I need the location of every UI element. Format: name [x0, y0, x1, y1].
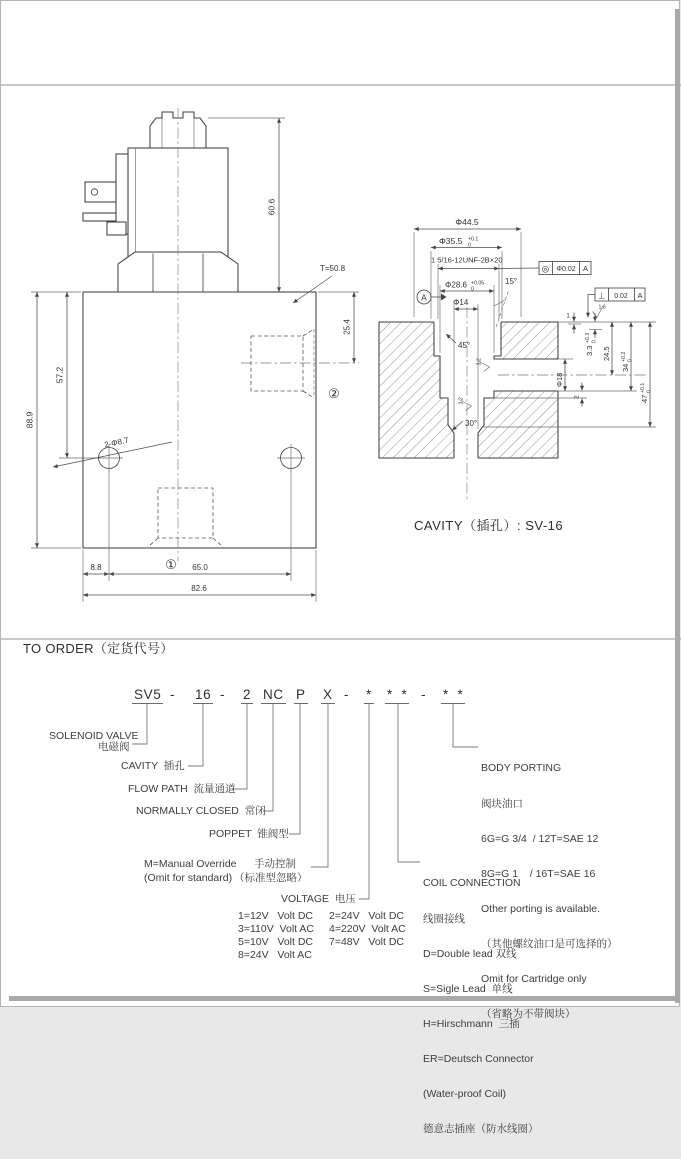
body-porting-cn: 阀块油口 — [481, 797, 523, 810]
label-manual-override-cn2: （标准型忽略） — [234, 872, 308, 884]
label-cavity: CAVITY 插孔 — [121, 760, 185, 772]
dim-depth-33-tol-bot: 0 — [591, 340, 598, 343]
cavity-drawing — [379, 217, 656, 533]
coil-option-double-lead: D=Double lead 双线 — [423, 947, 517, 960]
label-voltage: VOLTAGE 电压 — [281, 893, 356, 905]
label-normally-closed: NORMALLY CLOSED 常闭 — [136, 805, 266, 817]
body-porting-option-8g: 8G=G 1 / 16T=SAE 16 — [481, 867, 596, 880]
surface-finish-top — [593, 305, 606, 318]
body-porting-title: BODY PORTING — [481, 762, 562, 775]
coil-connector — [83, 154, 128, 235]
solenoid-valve-drawing — [25, 108, 360, 602]
code-body-porting: * * — [443, 687, 464, 702]
code-dash-4: - — [421, 687, 427, 702]
voltage-option-3: 3=110V Volt AC — [238, 923, 314, 935]
dim-depth-245: 24.5 — [602, 346, 611, 361]
label-flow-path: FLOW PATH 流量通道 — [128, 783, 236, 795]
code-series: SV5 — [134, 687, 162, 702]
dim-depth-1: 1 — [566, 312, 570, 320]
dim-coil-height: 60.6 — [266, 198, 277, 216]
fcf-concentricity — [539, 262, 591, 275]
code-poppet: P — [296, 687, 306, 702]
fcf-perpendicularity — [588, 288, 645, 318]
label-solenoid-valve-cn: 电磁阀 — [98, 741, 130, 753]
dim-depth-47-tol-bot: 0 — [646, 390, 653, 393]
voltage-option-2: 2=24V Volt DC — [329, 910, 405, 922]
port2-balloon: ② — [328, 386, 340, 401]
dim-dia-355: Φ35.5 — [439, 236, 463, 246]
coil-option-single-lead: S=Sigle Lead 单线 — [423, 982, 513, 995]
code-dash-1: - — [170, 687, 176, 702]
port1-balloon: ① — [165, 557, 177, 572]
dim-depth-34: 34 — [621, 363, 630, 372]
label-manual-override-en2: (Omit for standard) — [144, 872, 233, 884]
coil-option-deutsch: ER=Deutsch Connector — [423, 1052, 534, 1065]
label-poppet: POPPET 锥阀型 — [209, 828, 289, 840]
code-dash-2: - — [220, 687, 226, 702]
valve-body-block — [83, 292, 316, 548]
perpendicularity-tolerance: 0.02 — [614, 292, 628, 300]
dim-angle-45: 45° — [458, 341, 471, 350]
code-manual-override: X — [323, 687, 333, 702]
code-flow-path: 2 — [243, 687, 252, 702]
code-cavity: 16 — [195, 687, 212, 702]
voltage-option-8: 8=24V Volt AC — [238, 949, 312, 961]
perpendicularity-symbol: ⊥ — [597, 290, 606, 301]
dim-depth-34-tol-top: +0.2 — [621, 351, 627, 362]
coil-option-hirschmann: H=Hirschmann 三插 — [423, 1017, 520, 1030]
label-manual-override-cn: 手动控制 — [254, 858, 296, 870]
dim-thread: 1 5/16-12UNF-2B×20 — [431, 255, 503, 265]
body-porting-note-en: Other porting is available. — [481, 902, 601, 915]
svg-text:A: A — [421, 292, 427, 303]
dim-hole-top-offset: 57.2 — [54, 366, 65, 384]
order-section-title: TO ORDER（定货代号） — [23, 641, 174, 656]
datum-a — [417, 290, 447, 304]
perpendicularity-datum-ref: A — [637, 290, 643, 300]
voltage-option-5: 5=10V Volt DC — [238, 936, 314, 948]
body-porting-option-6g: 6G=G 3/4 / 12T=SAE 12 — [481, 832, 599, 845]
concentricity-tolerance: Φ0.02 — [556, 265, 576, 273]
dim-dia-286-tol-bot: 0 — [471, 286, 474, 293]
dim-hole-spacing: 65.0 — [192, 563, 208, 572]
body-porting-omit-en: Omit for Cartridge only — [481, 973, 587, 986]
dim-dia-18: Φ18 — [555, 372, 564, 387]
svg-text:3.2: 3.2 — [458, 397, 465, 405]
svg-text:3.2: 3.2 — [476, 358, 483, 366]
body-porting-note-cn: （其他螺纹油口是可选择的） — [481, 937, 618, 950]
code-coil-connection: * * — [387, 687, 408, 702]
dim-dia-355-tol-top: +0.1 — [468, 236, 479, 243]
dim-dia-286-tol-top: +0.05 — [471, 280, 485, 287]
dim-block-width: 82.6 — [191, 584, 207, 593]
label-manual-override-en: M=Manual Override — [144, 858, 237, 870]
dim-torque: T=50.8 — [320, 264, 346, 273]
dim-hole-left-offset: 8.8 — [90, 563, 102, 572]
dim-angle-30: 30° — [465, 419, 478, 428]
voltage-option-1: 1=12V Volt DC — [238, 910, 314, 922]
dim-block-height: 88.9 — [24, 411, 35, 429]
dim-dia-445: Φ44.5 — [455, 217, 479, 227]
dim-depth-34-tol-bot: 0 — [627, 359, 634, 362]
coil-connection-title: COIL CONNECTION — [423, 877, 521, 890]
dim-depth-33: 3.3 — [585, 345, 594, 356]
dim-angle-15: 15° — [505, 277, 518, 286]
dim-port2-offset: 25.4 — [342, 319, 352, 335]
coil-connection-cn: 线圈接线 — [423, 912, 465, 925]
concentricity-symbol: ◎ — [541, 263, 550, 274]
coil-option-deutsch-cn: 德意志插座（防水线圈） — [423, 1123, 539, 1136]
code-normally-closed: NC — [263, 687, 284, 702]
coil-option-deutsch-note: (Water-proof Coil) — [423, 1088, 507, 1101]
label-solenoid-valve-en: SOLENOID VALVE — [49, 730, 139, 742]
dim-dia-355-tol-bot: 0 — [468, 242, 471, 249]
dim-depth-47-tol-top: +0.1 — [640, 382, 646, 393]
concentricity-datum-ref: A — [582, 263, 589, 273]
voltage-option-7: 7=48V Volt DC — [329, 936, 405, 948]
dim-depth-33-tol-top: +0.3 — [585, 332, 591, 343]
dim-dia-14: Φ14 — [453, 298, 469, 307]
code-dash-3: - — [344, 687, 350, 702]
scan-shadow-right — [675, 9, 680, 1003]
dim-depth-2: 2 — [573, 395, 581, 399]
dim-depth-47: 47 — [640, 394, 649, 403]
voltage-option-4: 4=220V Volt AC — [329, 923, 406, 935]
cavity-caption: CAVITY（插孔）: SV-16 — [414, 518, 564, 533]
scan-shadow-bottom — [9, 996, 680, 1001]
body-porting-omit-cn: （省略为不带阀块） — [481, 1008, 576, 1021]
code-voltage: * — [366, 687, 372, 702]
svg-text:1.6: 1.6 — [598, 304, 606, 311]
dim-mount-holes: 2-Φ8.7 — [103, 435, 130, 450]
dim-dia-286: Φ28.6 — [445, 280, 467, 290]
